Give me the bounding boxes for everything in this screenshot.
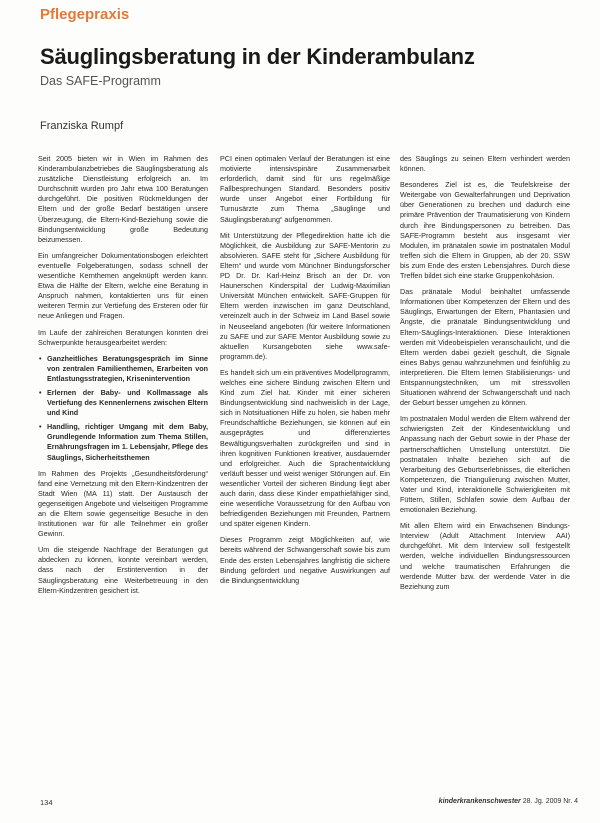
paragraph: Mit Unterstützung der Pflegedirektion hatte ich die Möglichkeit, die Ausbildung zur SAFE-Mentorin zu absolvieren. SAFE steht für „Sichere Ausbildung für Eltern“ und wurde vom Münchner Bindungsforscher PD Dr. Dr. Karl-Heinz Brisch an der Dr. von Haunerschen Kinderspital der Ludwig-Maximilian Universität München entwickelt. SAFE-Gruppen für Eltern werden inzwischen im ganz Deutschland, vereinzelt auch in der Schweiz im Land Basel sowie in Neuseeland angeboten (für weitere Informationen zu SAFE und zur SAFE Mentor Ausbildung sowie zu aktuellen Kursangeboten siehe www.safe-programm.de). <box>220 230 390 361</box>
section-label: Pflegepraxis <box>40 6 130 23</box>
list-item: • Erlernen der Baby- und Kollmassage als Vertiefung des Kennenlernens zwischen Eltern und Kind <box>47 388 208 418</box>
column-3 <box>400 154 570 598</box>
paragraph: Dieses Programm zeigt Möglichkeiten auf, wie bereits während der Schwangerschaft sowie bis zum Ende des ersten Lebensjahres langfristig die sichere Bindung gefördert und negative Auswirkungen auf die Bindungsentwicklung <box>220 535 390 585</box>
paragraph: Besonderes Ziel ist es, die Teufelskreise der Weitergabe von Gewalterfahrungen und Deprivation über Generationen zu brechen und dadurch eine primäre Prävention der Traumatisierung von Kindern durch ihre Bindungspersonen zu betreiben. Das SAFE-Programm besteht aus insgesamt vier Modulen, im pränatalen sowie im postnatalen Modul treffen sich die Eltern in Gruppen, ab der 20. SSW bis zum Ende des ersten Lebensjahres. Durch diese Treffen bildet sich eine starke Gruppenkohäsion. <box>400 180 570 281</box>
paragraph: Es handelt sich um ein präventives Modellprogramm, welches eine sichere Bindung zwischen Eltern und Kind zum Ziel hat. Kinder mit einer sicheren Bindungsentwicklung sind nachweislich in der Lage, sich in Notsituationen Hilfe zu holen, sie haben mehr Freundschaftliche Beziehungen, sie können auf ein ausgeprägtes und differenziertes Bewältigungsverhalten zurückgreifen und sind in ihren kognitiven Funktionen kreativer, ausdauernder und erfolgreicher. Auch die Sprachentwicklung verläuft besser und weist weniger Störungen auf. Ein wesentlicher Vorteil der sicheren Bindung liegt aber auch darin, dass diese Kinder empathiefähiger sind, eine wesentliche Voraussetzung für den Aufbau von befriedigenden Beziehungen mit Freunden, Partnern und später eigenen Kindern. <box>220 367 390 529</box>
article-title: Säuglingsberatung in der Kinderambulanz <box>40 44 475 69</box>
paragraph: Seit 2005 bieten wir in Wien im Rahmen des Kinderambulanzbetriebes die Säuglingsberatung als zusätzliche Dienstleistung erfolgreich an. Im Durchschnitt wurden pro Jahr etwa 100 Beratungen durchgeführt. Die positiven Rückmeldungen der Eltern und der große Bedarf bestätigen unsere Überzeugung, die Eltern-Kind-Beziehung sowie die Bindungsentwicklung große Bedeutung beizumessen. <box>38 154 208 244</box>
column-2 <box>220 154 390 592</box>
list-item: • Handling, richtiger Umgang mit dem Baby, Grundlegende Information zum Thema Stillen, Ernährungsfragen im 1. Lebensjahr, Pflege des Säuglings, Sicherheitsthemen <box>47 422 208 462</box>
paragraph: Im postnatalen Modul werden die Eltern während der schwierigsten Zeit der Kindesentwicklung und Anpassung nach der Geburt sowie in der Phase der partnerschaftlichen Umstellung unterstützt. Die postnatalen Inhalte beziehen sich auf die Verarbeitung des Geburtserlebnisses, die elterlichen Kompetenzen, die Triangulierung zwischen Mutter, Vater und Kind, interaktionelle Schwierigkeiten mit Füttern, Stillen, Schlafen sowie dem Aufbau der emotionalen Beziehung. <box>400 414 570 515</box>
paragraph: des Säuglings zu seinen Eltern verhindert werden können. <box>400 154 570 174</box>
paragraph: Im Rahmen des Projekts „Gesundheitsförderung“ fand eine Vernetzung mit den Eltern-Kindzentren der Stadt Wien (MA 11) statt. Der Austausch der gegenseitigen Angebote und vielseitigen Programme an die Eltern sowie gegenseitige Besuche in den Institutionen war für alle Teilnehmer ein großer Gewinn. <box>38 468 208 539</box>
article-subtitle: Das SAFE-Programm <box>40 74 161 88</box>
paragraph: Ein umfangreicher Dokumentationsbogen erleichtert eventuelle Folgeberatungen, sodass schnell der wesentliche Kernthemen angeknüpft werden kann. Etwa die Hälfte der Eltern, welche eine Beratung in Anspruch nahmen, kontaktierten uns für einen weiteren Termin zur Vertiefung des Ersteren oder für neue Anliegen und Fragen. <box>38 250 208 321</box>
column-1 <box>38 154 208 602</box>
journal-name: kinderkrankenschwester <box>438 798 521 805</box>
focus-list <box>38 354 208 463</box>
paragraph: PCI einen optimalen Verlauf der Beratungen ist eine motivierte intensivspinäre Zusammenarbeit erforderlich, damit sind für uns regelmäßige Fallbesprechungen Standard. Besonders positiv wurde unser Angebot einer Fortbildung für Turnusärzte zum Thema „Säuglinge und Säuglingsberatung“ aufgenommen. <box>220 154 390 224</box>
paragraph: Das pränatale Modul beinhaltet umfassende Informationen über Kompetenzen der Eltern und des Säuglings, Erwartungen der Eltern, Phantasien und Ängste, die pränatale Bindungsentwicklung und Eltern-Säuglings-Interaktionen. Diese Interaktionen werden mit Videobeispielen veranschaulicht, und die Eltern werden dabei gezielt geschult, die Signale eines Babys genau wahrzunehmen und feinfühlig zu interpretieren. Die Eltern lernen Stabilisierungs- und Entspannungstechniken, um mit stressvollen Situationen während der Schwangerschaft und nach der Geburt besser umgehen zu können. <box>400 287 570 408</box>
paragraph: Mit allen Eltern wird ein Erwachsenen Bindungs-Interview (Adult Attachment Interview AAI) durchgeführt. Mit dem Interview soll festgestellt werden, welche individuellen Bindungsressourcen und welche traumatischen Erfahrungen die werdende Mutter bzw. der werdende Vater in die Beziehung zum <box>400 521 570 591</box>
paragraph: Im Laufe der zahlreichen Beratungen konnten drei Schwerpunkte herausgearbeitet werden: <box>38 327 208 347</box>
list-item: • Ganzheitliches Beratungsgespräch im Sinne von zentralen Familienthemen, Erarbeiten von Entlastungsstrategien, Krisenintervention <box>47 354 208 384</box>
paragraph: Um die steigende Nachfrage der Beratungen gut abdecken zu können, konnte vereinbart werden, dass nach der Erstintervention in der Säuglingsberatung eine Weiterbetreuung in den Eltern-Kindzentren gesichert ist. <box>38 545 208 595</box>
author-name: Franziska Rumpf <box>40 120 124 132</box>
journal-footer <box>439 798 578 805</box>
page-number: 134 <box>40 798 53 807</box>
journal-issue: 28. Jg. 2009 Nr. 4 <box>522 798 578 805</box>
